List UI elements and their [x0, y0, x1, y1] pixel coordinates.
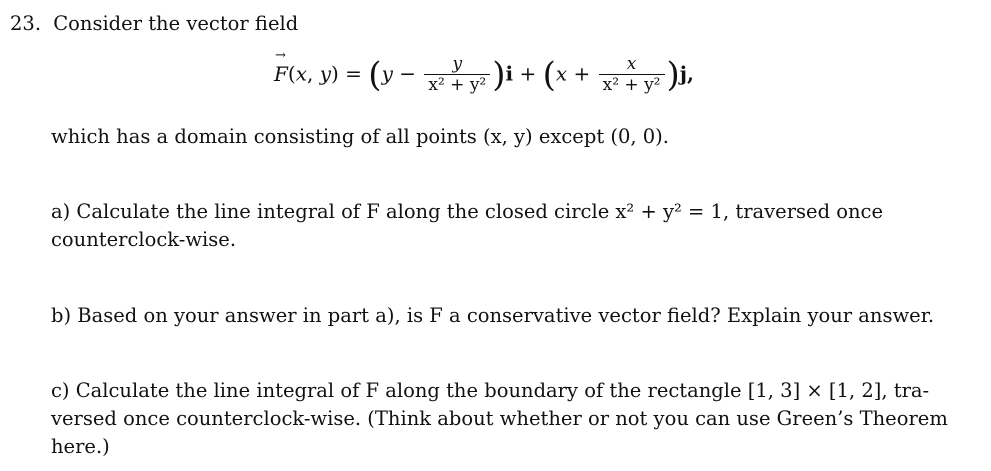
fraction-y-over-r2: [424, 55, 490, 95]
i-unit: i: [505, 61, 514, 86]
frac2-denominator: x² + y²: [599, 74, 665, 95]
j-unit: j,: [679, 61, 694, 86]
frac1-denominator: x² + y²: [424, 74, 490, 95]
frac1-numerator: y: [452, 54, 463, 74]
domain-sentence: which has a domain consisting of all points (x, y) except (0, 0).: [51, 125, 669, 148]
fraction-x-over-r2: [599, 55, 665, 95]
problem-number: 23.: [10, 12, 42, 35]
part-c-line1: c) Calculate the line integral of F along the boundary of the rectangle [1, 3] × [1, 2], tra-: [51, 379, 930, 402]
part-c-line3: here.): [51, 435, 110, 458]
part-a-line2: counterclock-wise.: [51, 228, 237, 251]
vector-field-equation: → F(x, y) = (y − $\frac{y}{\text{x² + y²}}$ )i + (x + $\frac{x}{\text{x² + y²}}$ )j,: [274, 55, 694, 95]
problem-heading: [10, 12, 298, 36]
part-a-line1: a) Calculate the line integral of F along the closed circle x² + y² = 1, traversed once: [51, 200, 884, 223]
part-b-line1: b) Based on your answer in part a), is F a conservative vector field? Explain your answer.: [51, 304, 935, 327]
part-c-line2: versed once counterclock-wise. (Think about whether or not you can use Green’s Theorem: [51, 407, 948, 430]
frac2-numerator: x: [626, 54, 637, 74]
problem-intro: Consider the vector field: [53, 12, 299, 35]
